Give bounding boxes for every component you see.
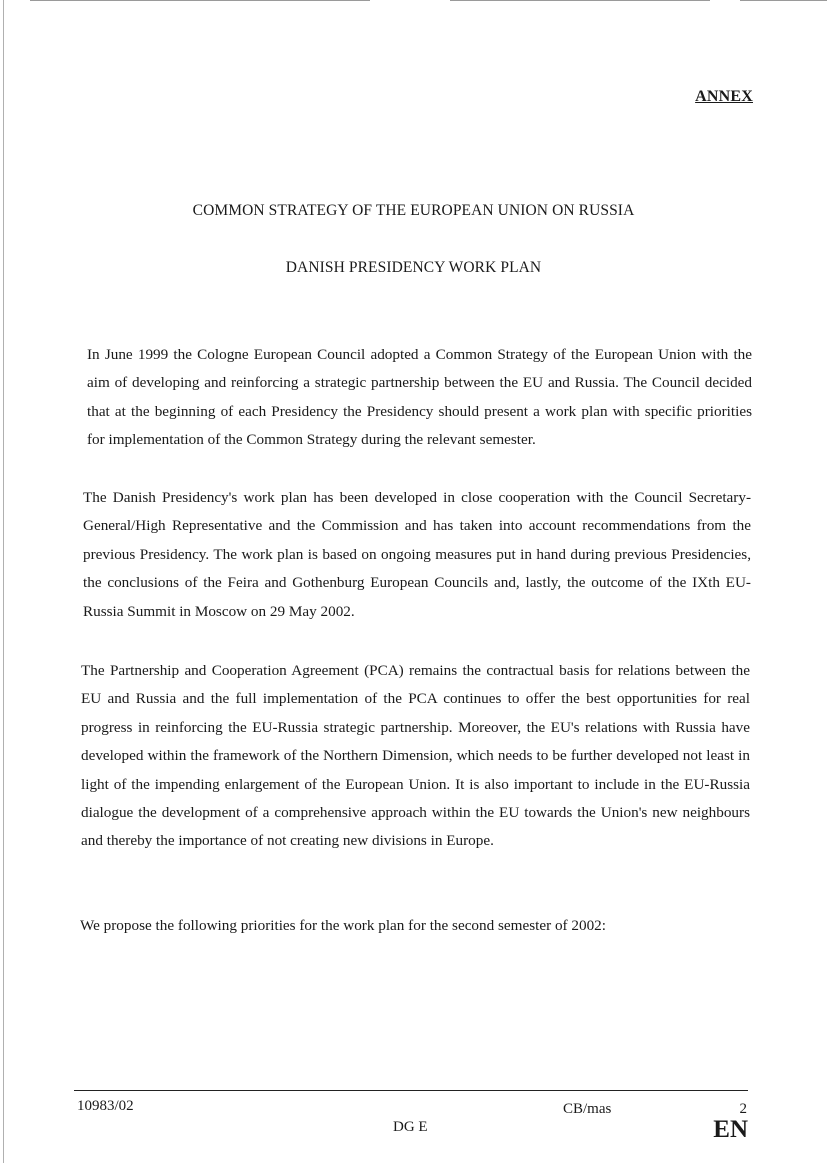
scan-edge-line xyxy=(3,0,4,1163)
directorate-label: DG E xyxy=(393,1119,428,1135)
page-number: 2 xyxy=(739,1101,747,1117)
paragraph-2: The Danish Presidency's work plan has been developed in close cooperation with the Council Secretary-General/High Representative and the Commission and has taken into account recommendations from the previous Presidency. The work plan is based on ongoing measures put in hand during previous Presidencies, the conclusions of the Feira and Gothenburg European Councils and, lastly, the outcome of the IXth EU-Russia Summit in Moscow on 29 May 2002. xyxy=(83,489,751,620)
footer-divider xyxy=(74,1090,748,1091)
paragraph-4: We propose the following priorities for the work plan for the second semester of 2002: xyxy=(80,917,606,934)
language-code: EN xyxy=(713,1116,748,1143)
scan-edge-line xyxy=(740,0,827,1)
document-reference: 10983/02 xyxy=(77,1098,134,1114)
author-initials: CB/mas xyxy=(563,1101,612,1117)
paragraph-3: The Partnership and Cooperation Agreement (PCA) remains the contractual basis for relations between the EU and Russia and the full implementation of the PCA continues to offer the best opportunities for real progress in reinforcing the EU-Russia strategic partnership. Moreover, the EU's relations with Russia have developed within the framework of the Northern Dimension, which needs to be further developed not least in light of the impending enlargement of the European Union. It is also important to include in the EU-Russia dialogue the development of a comprehensive approach within the EU towards the Union's new neighbours and thereby the importance of not creating new divisions in Europe. xyxy=(81,662,750,850)
document-title: COMMON STRATEGY OF THE EUROPEAN UNION ON RUSSIA xyxy=(192,202,635,219)
paragraph-1: In June 1999 the Cologne European Council adopted a Common Strategy of the European Union with the aim of developing and reinforcing a strategic partnership between the EU and Russia. The Council decided that at the beginning of each Presidency the Presidency should present a work plan with specific priorities for implementation of the Common Strategy during the relevant semester. xyxy=(87,346,752,449)
document-subtitle: DANISH PRESIDENCY WORK PLAN xyxy=(285,259,542,276)
scan-edge-line xyxy=(30,0,370,1)
annex-label: ANNEX xyxy=(695,88,753,105)
scan-edge-line xyxy=(450,0,710,1)
